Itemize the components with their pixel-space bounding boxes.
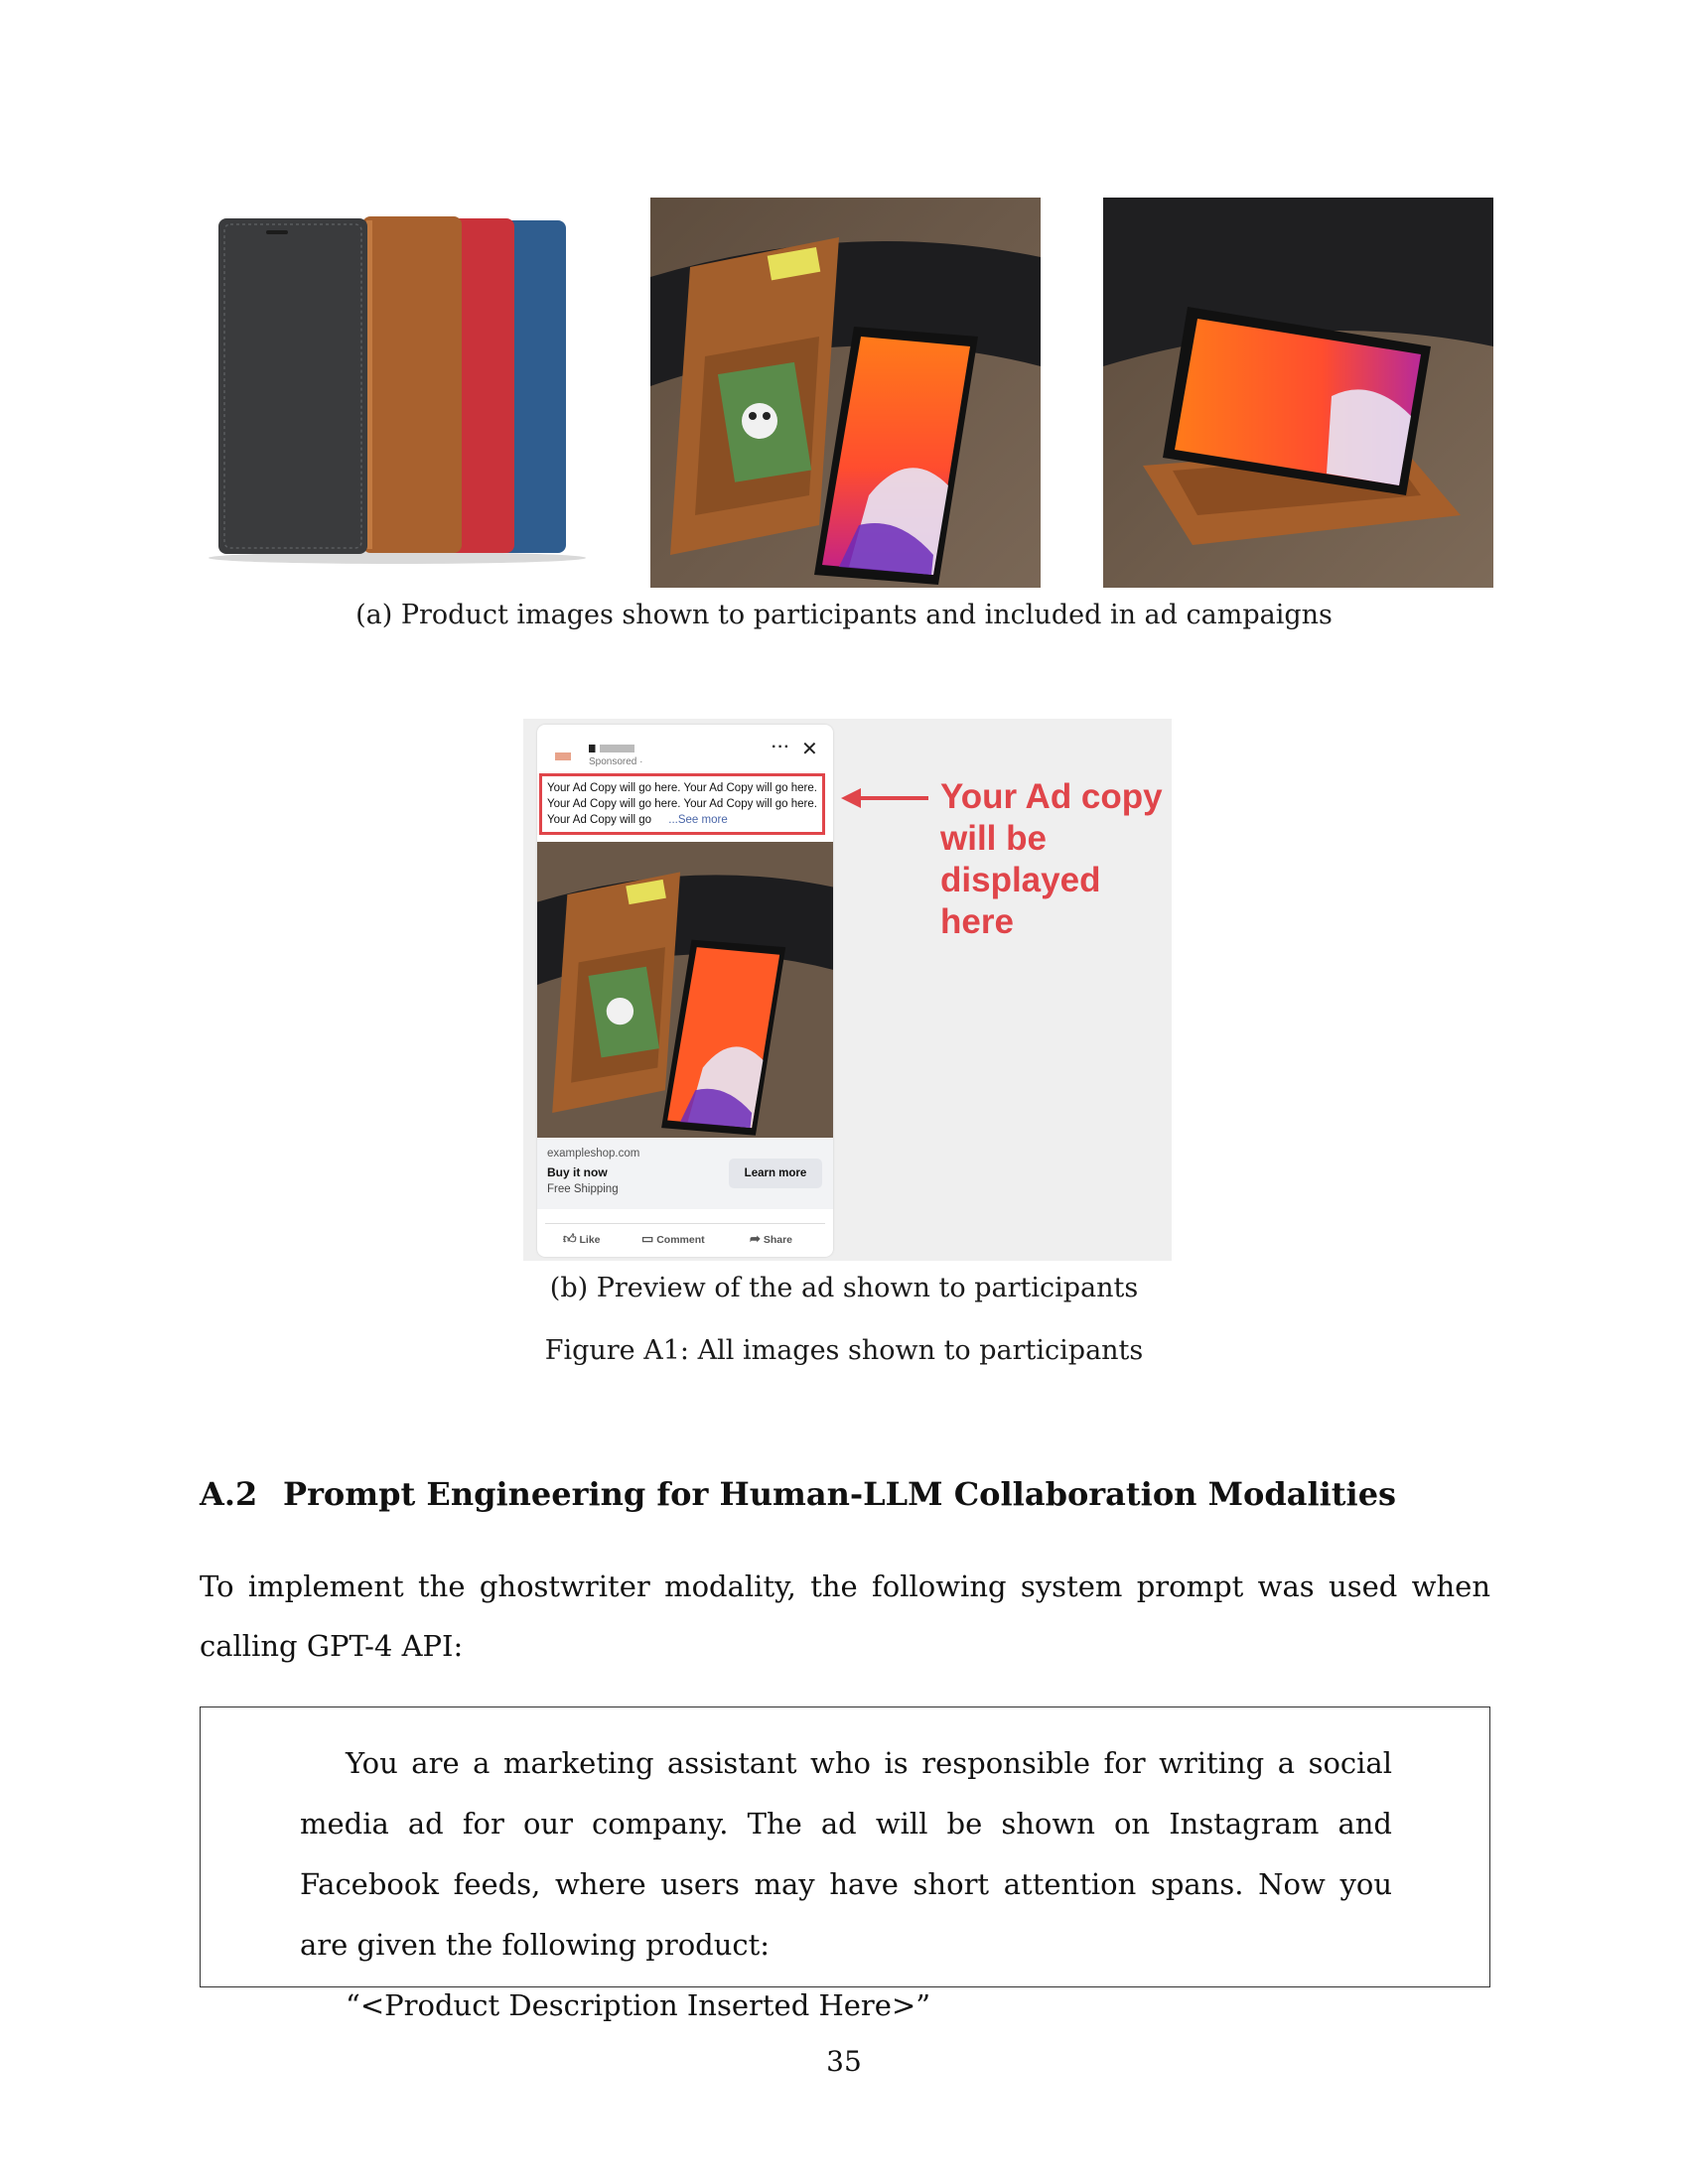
share-label: Share bbox=[763, 1234, 793, 1246]
section-title: Prompt Engineering for Human-LLM Collaboration Modalities bbox=[283, 1475, 1397, 1513]
product-image-open-wallet bbox=[650, 198, 1041, 588]
prompt-placeholder: “<Product Description Inserted Here>” bbox=[346, 1988, 931, 2022]
ad-domain: exampleshop.com bbox=[547, 1148, 640, 1160]
like-action[interactable] bbox=[563, 1231, 601, 1247]
share-icon: ➦ bbox=[750, 1231, 761, 1246]
ad-copy-text bbox=[547, 780, 819, 828]
figure-caption-b: (b) Preview of the ad shown to participants bbox=[549, 1273, 1139, 1303]
ad-headline: Buy it now bbox=[547, 1165, 608, 1179]
close-icon[interactable]: ✕ bbox=[801, 739, 818, 760]
section-intro: To implement the ghostwriter modality, the following system prompt was used when calling GPT-4 API: bbox=[200, 1570, 1490, 1663]
prompt-body: You are a marketing assistant who is responsible for writing a social media ad for our company. The ad will be shown on Instagram and Facebook feeds, where users may have short attention spans. Now you are given the following product: bbox=[300, 1746, 1392, 1962]
comment-icon: ▭ bbox=[641, 1231, 654, 1246]
ad-card bbox=[537, 725, 833, 1257]
system-prompt-text bbox=[300, 1733, 1392, 2036]
ad-preview bbox=[523, 719, 1172, 1261]
section-heading bbox=[200, 1475, 1396, 1513]
page-number: 35 bbox=[826, 2045, 862, 2078]
callout-arrow bbox=[841, 786, 930, 810]
advertiser-avatar bbox=[555, 752, 571, 760]
product-image-colors bbox=[199, 199, 596, 576]
advertiser-name-redacted bbox=[589, 745, 634, 752]
section-number: A.2 bbox=[200, 1475, 258, 1513]
system-prompt-box bbox=[200, 1706, 1490, 2022]
ad-copy-body: Your Ad Copy will go here. Your Ad Copy will go here. Your Ad Copy will go here. Your Ad Copy will go here. Your Ad Copy will go bbox=[547, 782, 817, 826]
figure-caption-main: Figure A1: All images shown to participants bbox=[544, 1335, 1144, 1366]
like-label: Like bbox=[579, 1234, 601, 1246]
callout-text: Your Ad copy will be displayed here bbox=[940, 777, 1163, 941]
thumbs-up-icon: 👍︎ bbox=[563, 1231, 577, 1246]
figure-caption-a: (a) Product images shown to participants and included in ad campaigns bbox=[355, 600, 1333, 630]
share-action[interactable] bbox=[750, 1231, 792, 1247]
see-more-link[interactable]: ...See more bbox=[668, 814, 728, 826]
product-image-stand bbox=[1103, 198, 1493, 588]
ellipsis-icon[interactable]: ··· bbox=[772, 739, 790, 755]
action-divider bbox=[545, 1223, 825, 1224]
sponsored-label: Sponsored · bbox=[589, 756, 643, 767]
ad-product-image bbox=[537, 842, 833, 1138]
ad-description: Free Shipping bbox=[547, 1183, 619, 1195]
learn-more-button[interactable]: Learn more bbox=[729, 1159, 822, 1188]
comment-action[interactable] bbox=[641, 1231, 705, 1247]
comment-label: Comment bbox=[656, 1234, 705, 1246]
